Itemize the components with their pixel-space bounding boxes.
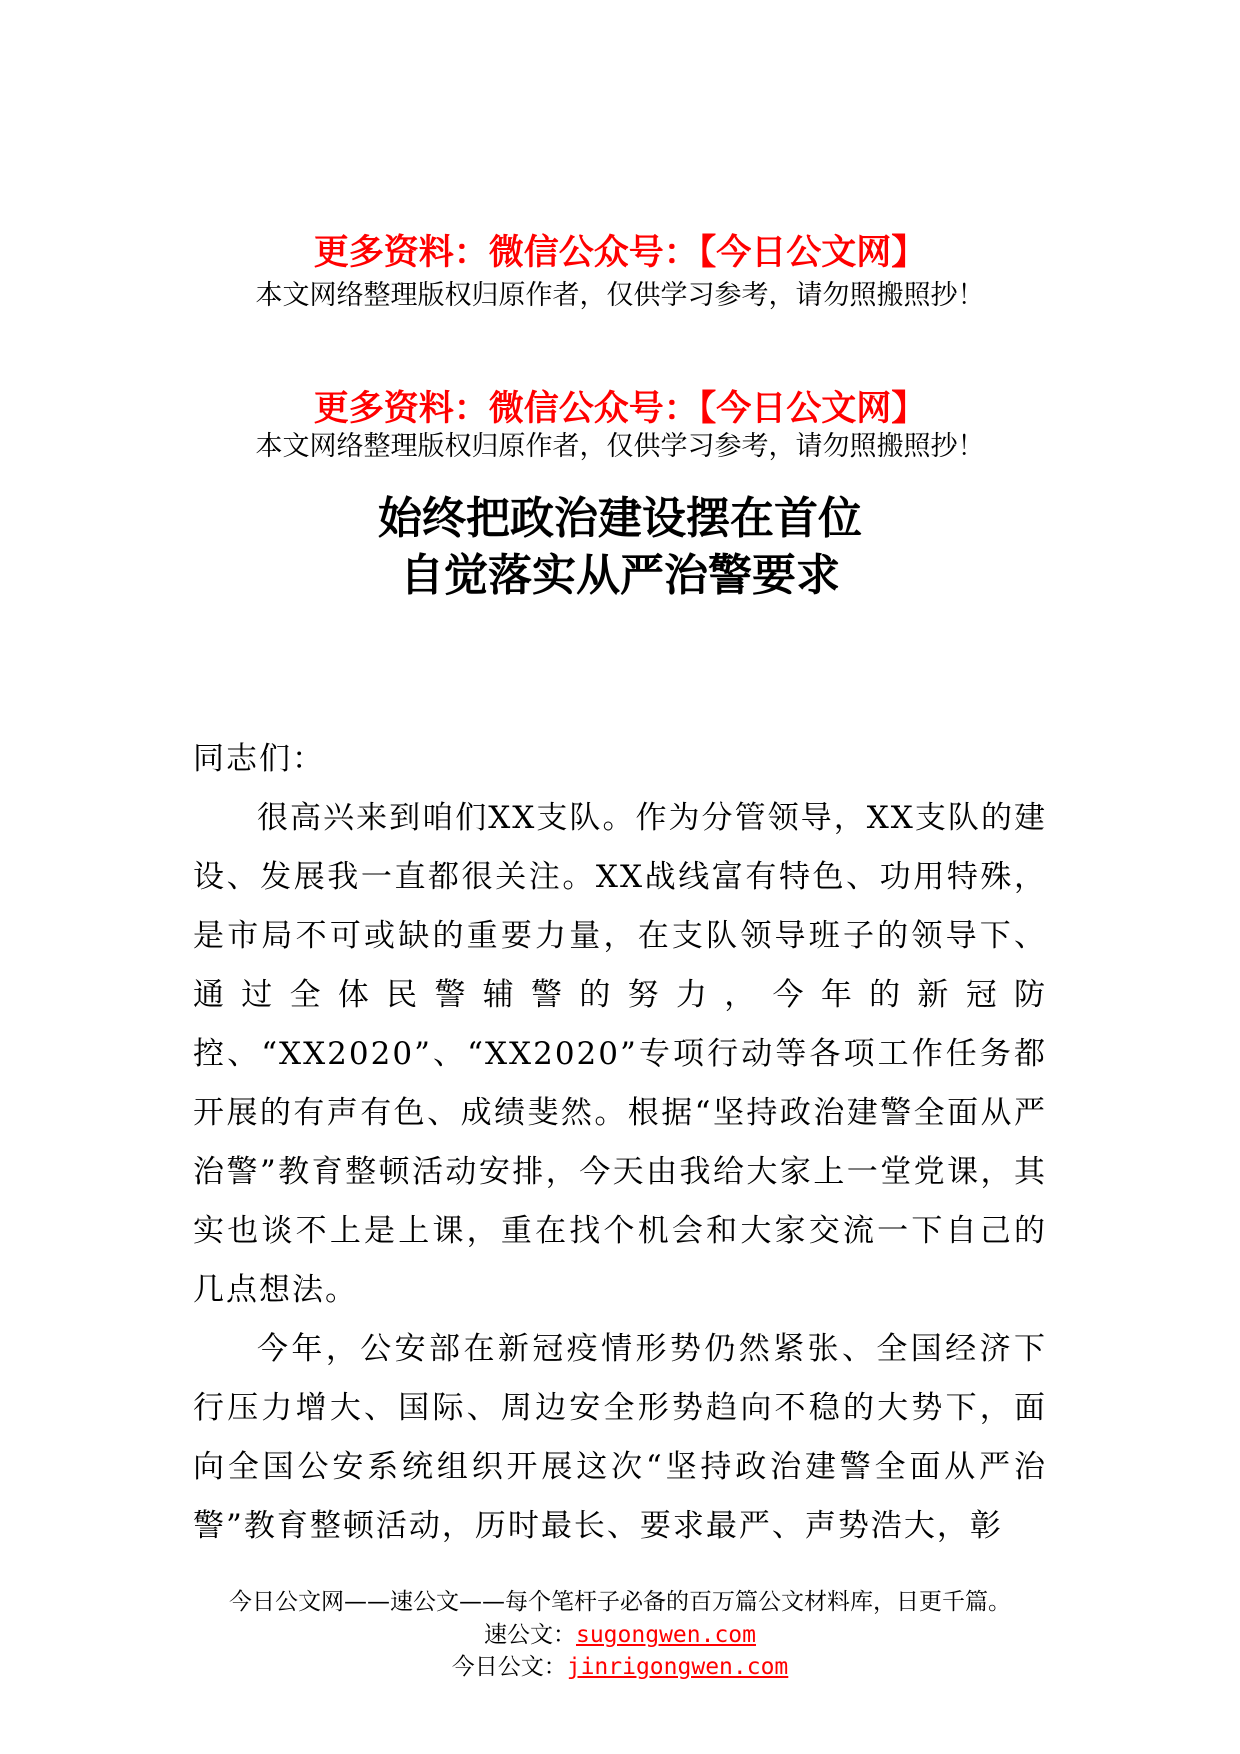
footer-site-label: 今日公文： — [451, 1654, 567, 1680]
paragraph-1: 很高兴来到咱们XX支队。作为分管领导，XX支队的建设、发展我一直都很关注。XX战线富有特色、功用特殊，是市局不可或缺的重要力量，在支队领导班子的领导下、通过全体民警辅警的努力，今年的新冠防控、“XX2020”、“XX2020”专项行动等各项工作任务都开展的有声有色、成绩斐然。根据“坚持政治建警全面从严治警”教育整顿活动安排，今天由我给大家上一堂党课，其实也谈不上是上课，重在找个机会和大家交流一下自己的几点想法。 — [193, 800, 1047, 1308]
footer-site-label: 速公文： — [483, 1622, 576, 1648]
salutation: 同志们： — [193, 741, 325, 777]
footer-site-sugongwen — [0, 1620, 1240, 1650]
document-title-line-2: 自觉落实从严治警要求 — [400, 550, 840, 601]
copyright-notice-top: 本文网络整理版权归原作者，仅供学习参考，请勿照搬照抄！ — [255, 280, 985, 311]
sugongwen-link[interactable]: sugongwen.com — [575, 1622, 756, 1648]
footer-site-jinrigongwen — [0, 1652, 1240, 1682]
copyright-notice-second: 本文网络整理版权归原作者，仅供学习参考，请勿照搬照抄！ — [255, 431, 985, 462]
promo-banner-second: 更多资料：微信公众号：【今日公文网】 — [313, 389, 927, 429]
footer-slogan: 今日公文网——速公文——每个笔杆子必备的百万篇公文材料库，日更千篇。 — [229, 1589, 1011, 1615]
promo-banner-top: 更多资料：微信公众号：【今日公文网】 — [313, 233, 927, 273]
document-body — [193, 730, 1047, 1556]
paragraph-2: 今年，公安部在新冠疫情形势仍然紧张、全国经济下行压力增大、国际、周边安全形势趋向不稳的大势下，面向全国公安系统组织开展这次“坚持政治建警全面从严治警”教育整顿活动，历时最长、要求最严、声势浩大，彰 — [193, 1331, 1047, 1544]
document-title-line-1: 始终把政治建设摆在首位 — [378, 493, 862, 544]
jinrigongwen-link[interactable]: jinrigongwen.com — [566, 1654, 789, 1680]
